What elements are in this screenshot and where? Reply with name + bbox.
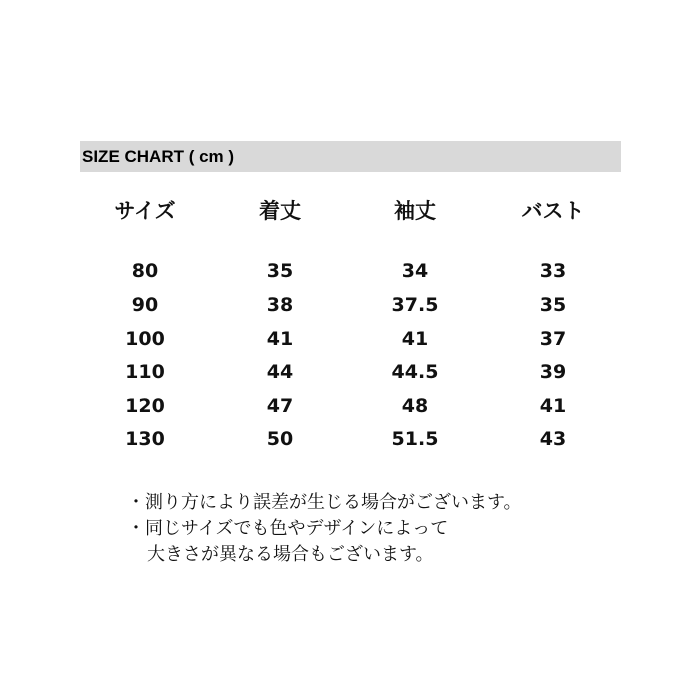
table-cell: 34 bbox=[401, 260, 429, 282]
table-cell: 43 bbox=[539, 428, 567, 450]
table-cell: 120 bbox=[125, 395, 165, 417]
table-cell: 80 bbox=[131, 260, 159, 282]
note-line-2: ・同じサイズでも色やデザインによって bbox=[127, 518, 449, 539]
table-cell: 35 bbox=[539, 294, 567, 316]
table-cell: 41 bbox=[266, 328, 294, 350]
table-cell: 37 bbox=[539, 328, 567, 350]
table-cell: 51.5 bbox=[391, 428, 439, 450]
table-cell: 39 bbox=[539, 361, 567, 383]
table-cell: 35 bbox=[266, 260, 294, 282]
note-line-1: ・測り方により誤差が生じる場合がございます。 bbox=[127, 492, 522, 513]
table-cell: 44 bbox=[266, 361, 294, 383]
note-line-3: 大きさが異なる場合もございます。 bbox=[147, 544, 434, 565]
table-cell: 48 bbox=[401, 395, 429, 417]
table-cell: 33 bbox=[539, 260, 567, 282]
column-header: 袖丈 bbox=[394, 199, 436, 223]
size-chart-title: SIZE CHART ( cm ) bbox=[80, 141, 621, 172]
column-header: バスト bbox=[521, 199, 585, 223]
table-cell: 47 bbox=[266, 395, 294, 417]
table-cell: 38 bbox=[266, 294, 294, 316]
table-cell: 41 bbox=[401, 328, 429, 350]
table-cell: 41 bbox=[539, 395, 567, 417]
table-cell: 90 bbox=[131, 294, 159, 316]
table-cell: 50 bbox=[266, 428, 294, 450]
column-header: サイズ bbox=[114, 199, 176, 223]
table-cell: 37.5 bbox=[391, 294, 439, 316]
table-cell: 44.5 bbox=[391, 361, 439, 383]
table-cell: 110 bbox=[125, 361, 165, 383]
column-header: 着丈 bbox=[259, 199, 301, 223]
table-cell: 100 bbox=[125, 328, 165, 350]
table-cell: 130 bbox=[125, 428, 165, 450]
